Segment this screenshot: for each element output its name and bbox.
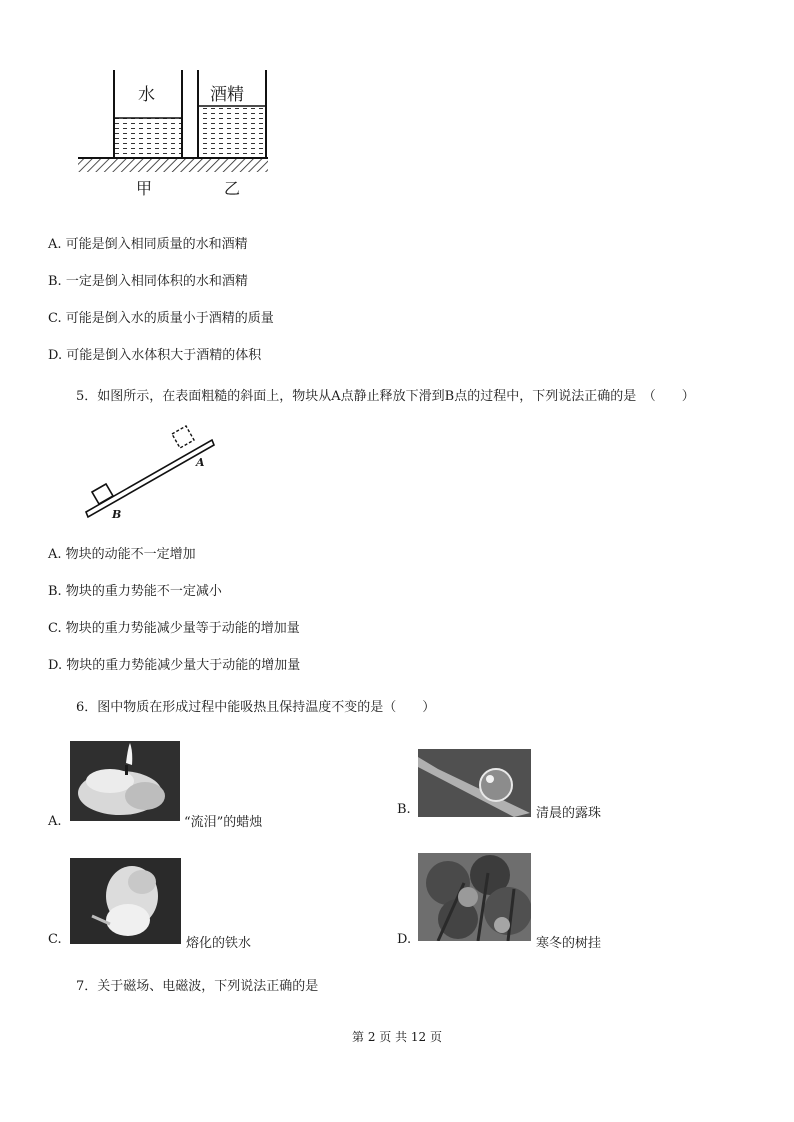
q6-choice-a-letter: A. — [48, 814, 62, 829]
candle-photo — [70, 741, 180, 821]
q5-option-c: C. 物块的重力势能减少量等于动能的增加量 — [48, 621, 300, 636]
q4-option-d: D. 可能是倒入水体积大于酒精的体积 — [48, 348, 262, 363]
q6-choice-b-letter: B. — [397, 802, 411, 817]
q6-choice-a-caption: “流泪”的蜡烛 — [184, 815, 263, 830]
label-alcohol: 酒精 — [210, 85, 244, 105]
q6-choice-d-letter: D. — [397, 932, 412, 947]
label-yi: 乙 — [224, 179, 241, 198]
beaker-diagram — [74, 66, 274, 196]
q4-option-a: A. 可能是倒入相同质量的水和酒精 — [48, 237, 248, 252]
q6-stem: 6．图中物质在形成过程中能吸热且保持温度不变的是（ ） — [76, 700, 436, 715]
q7-stem: 7．关于磁场、电磁波，下列说法正确的是 — [76, 979, 319, 994]
q6-choice-c-letter: C. — [48, 932, 62, 947]
incline-figure — [82, 424, 222, 524]
page-footer: 第 2 页 共 12 页 — [352, 1030, 442, 1044]
q6-choice-c-caption: 熔化的铁水 — [186, 936, 252, 951]
q4-option-b: B. 一定是倒入相同体积的水和酒精 — [48, 274, 248, 289]
label-jia: 甲 — [136, 179, 153, 198]
q5-option-b: B. 物块的重力势能不一定减小 — [48, 584, 222, 599]
q5-option-d: D. 物块的重力势能减少量大于动能的增加量 — [48, 658, 301, 673]
point-b-label: B — [112, 508, 122, 521]
beaker-figure — [74, 66, 274, 196]
label-water: 水 — [138, 85, 155, 105]
point-a-label: A — [196, 456, 205, 469]
q6-choice-b-caption: 清晨的露珠 — [536, 806, 602, 821]
incline-diagram — [82, 424, 222, 524]
q5-stem: 5．如图所示，在表面粗糙的斜面上，物块从A点静止释放下滑到B点的过程中，下列说法正确的是 （ ） — [76, 389, 695, 404]
q5-option-a: A. 物块的动能不一定增加 — [48, 547, 196, 562]
rime-tree-photo — [418, 853, 531, 941]
q4-option-c: C. 可能是倒入水的质量小于酒精的质量 — [48, 311, 274, 326]
molten-iron-photo — [70, 858, 181, 944]
dew-photo — [418, 749, 531, 817]
q6-choice-d-caption: 寒冬的树挂 — [536, 936, 602, 951]
